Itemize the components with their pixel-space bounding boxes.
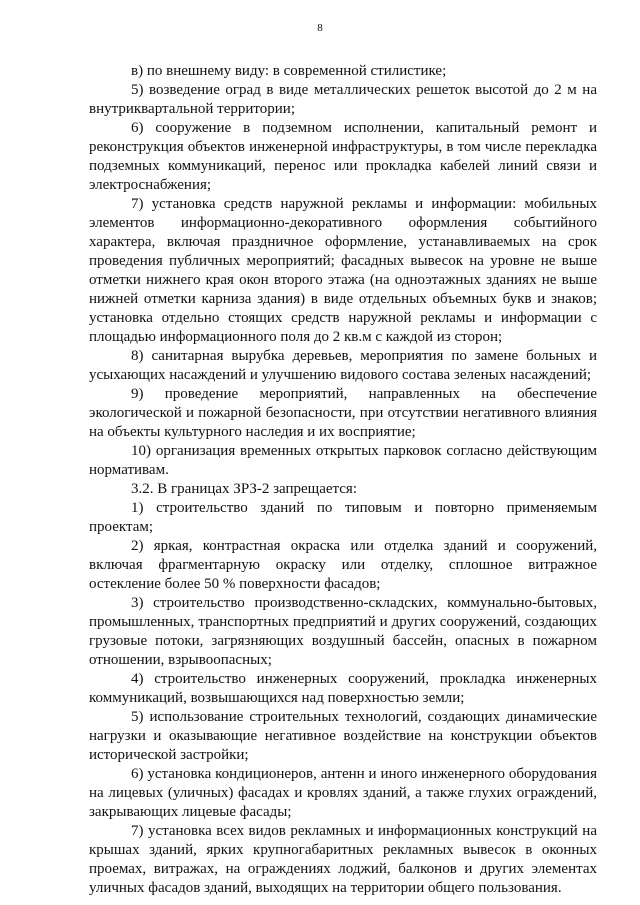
- paragraph: 1) строительство зданий по типовым и повторно применяемым проектам;: [89, 500, 597, 535]
- paragraph: 5) использование строительных технологий, создающих динамические нагрузки и оказывающие негативное воздействие на конструкции объектов исторической застройки;: [89, 709, 597, 763]
- paragraph: 7) установка средств наружной рекламы и информации: мобильных элементов информационно-декоративного оформления событийного характера, включая праздничное оформление, устанавливаемых на срок проведения публичных мероприятий; фасадных вывесок на уровне не выше отметки нижнего края окон второго этажа (на одноэтажных зданиях не выше нижней отметки карниза здания) в виде отдельных объемных букв и знаков; установка отдельно стоящих средств наружной рекламы и информации с площадью информационного поля до 2 кв.м с каждой из сторон;: [89, 196, 597, 345]
- paragraph: 5) возведение оград в виде металлических решеток высотой до 2 м на внутриквартальной территории;: [89, 82, 597, 117]
- paragraph: 8) санитарная вырубка деревьев, мероприятия по замене больных и усыхающих насаждений и улучшению видового состава зеленых насаждений;: [89, 348, 597, 383]
- paragraph: 6) установка кондиционеров, антенн и иного инженерного оборудования на лицевых (уличных) фасадах и кровлях зданий, а также глухих ограждений, закрывающих лицевые фасады;: [89, 766, 597, 820]
- paragraph: в) по внешнему виду: в современной стилистике;: [131, 63, 447, 79]
- paragraph: 2) яркая, контрастная окраска или отделка зданий и сооружений, включая фрагментарную окраску или отделку, сплошное витражное остекление более 50 % поверхности фасадов;: [89, 538, 597, 592]
- section-heading: 3.2. В границах ЗРЗ-2 запрещается:: [131, 481, 358, 497]
- paragraph: 9) проведение мероприятий, направленных на обеспечение экологической и пожарной безопасности, при отсутствии негативного влияния на объекты культурного наследия и их восприятие;: [89, 386, 597, 440]
- page-number: 8: [317, 22, 323, 34]
- document-body: [89, 62, 597, 898]
- paragraph: 7) установка всех видов рекламных и информационных конструкций на крышах зданий, ярких крупногабаритных рекламных вывесок в оконных проемах, витражах, на ограждениях лоджий, балконов и других элементах уличных фасадов зданий, выходящих на территории общего пользования.: [89, 823, 597, 896]
- paragraph: 10) организация временных открытых парковок согласно действующим нормативам.: [89, 443, 597, 478]
- paragraph: 4) строительство инженерных сооружений, прокладка инженерных коммуникаций, возвышающихся над поверхностью земли;: [89, 671, 597, 706]
- paragraph: 3) строительство производственно-складских, коммунально-бытовых, промышленных, транспортных предприятий и других сооружений, создающих грузовые потоки, загрязняющих воздушный бассейн, опасных в пожарном отношении, взрывоопасных;: [89, 595, 597, 668]
- paragraph: 6) сооружение в подземном исполнении, капитальный ремонт и реконструкция объектов инженерной инфраструктуры, в том числе перекладка подземных коммуникаций, перенос или прокладка кабелей линий связи и электроснабжения;: [89, 120, 597, 193]
